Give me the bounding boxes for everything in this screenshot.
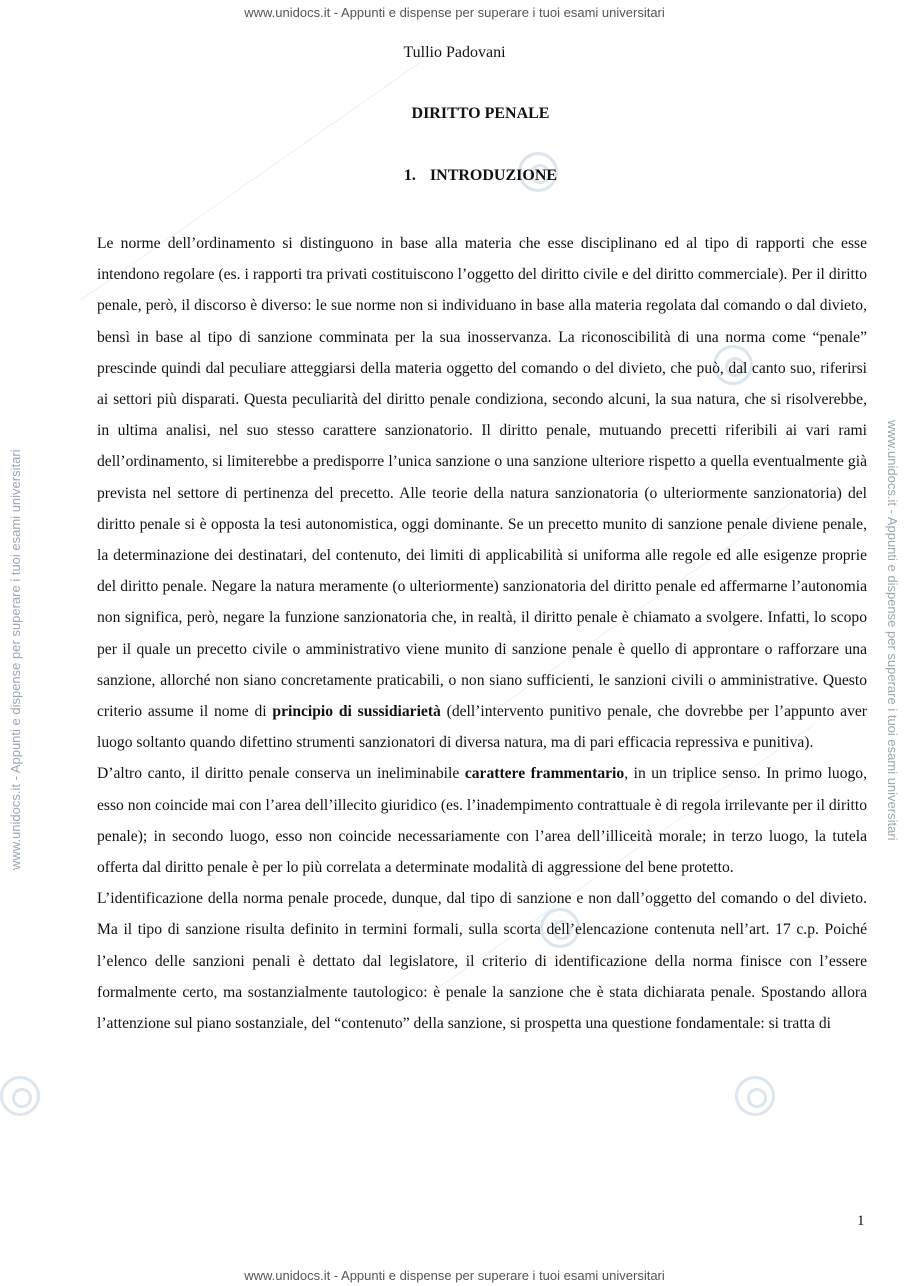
unidocs-logo-icon (0, 1076, 40, 1116)
watermark-left: www.unidocs.it - Appunti e dispense per superare i tuoi esami universitari (8, 449, 23, 870)
document-title: DIRITTO PENALE (411, 105, 550, 122)
paragraph-text: (dell’intervento punitivo penale, che dovrebbe per l’appunto aver luogo soltanto quando difettino strumenti sanzionatori di diversa natura, ma di pari efficacia repressiva e punitiva). (97, 703, 867, 752)
paragraph (97, 758, 867, 883)
body-text (97, 228, 867, 1039)
section-heading (0, 167, 909, 185)
paragraph-text: , in un triplice senso. In primo luogo, esso non coincide mai con l’area dell’illecito giuridico (es. l’inadempimento contrattuale è di regola irrilevante per il diritto penale); in secondo luogo, esso non coincide necessariamente con l’area dell’illiceità morale; in terzo luogo, la tutela offerta dal diritto penale è per lo più correlata a determinate modalità di aggressione del bene protetto. (97, 765, 867, 877)
watermark-right: www.unidocs.it - Appunti e dispense per superare i tuoi esami universitari (885, 420, 900, 841)
paragraph (97, 228, 867, 758)
header-author: Tullio Padovani (403, 44, 506, 61)
section-number: 1. (403, 167, 416, 184)
page-number: 1 (857, 1213, 865, 1229)
bold-term: principio di sussidiarietà (272, 703, 441, 721)
section-title: INTRODUZIONE (429, 167, 558, 184)
paragraph-text: L’identificazione della norma penale procede, dunque, dal tipo di sanzione e non dall’oggetto del comando o del divieto. Ma il tipo di sanzione risulta definito in termini formali, sulla scorta dell’elencazione contenuta nell’art. 17 c.p. Poiché l’elenco delle sanzioni penali è dettato dal legislatore, il criterio di identificazione della norma finisce con l’essere formalmente certo, ma sostanzialmente tautologico: è penale la sanzione che è stata dichiarata penale. Spostando allora l’attenzione sul piano sostanziale, del “contenuto” della sanzione, si prospetta una questione fondamentale: si tratta di (97, 890, 867, 1033)
paragraph-text: Le norme dell’ordinamento si distinguono in base alla materia che esse disciplinano ed al tipo di rapporti che esse intendono regolare (es. i rapporti tra privati costituiscono l’oggetto del diritto civile e del diritto commerciale). Per il diritto penale, però, il discorso è diverso: le sue norme non si individuano in base alla materia regolata dal comando o dal divieto, bensì in base al tipo di sanzione comminata per la sua inosservanza. La riconoscibilità di una norma come “penale” prescinde quindi dal peculiare atteggiarsi della materia oggetto del comando o del divieto, che può, dal canto suo, riferirsi ai settori più disparati. Questa peculiarità del diritto penale condiziona, secondo alcuni, la sua natura, che si risolverebbe, in ultima analisi, nel suo stesso carattere sanzionatorio. Il diritto penale, mutuando precetti riferibili ai vari rami dell’ordinamento, si limiterebbe a predisporre l’unica sanzione o una sanzione ulteriore rispetto a quella eventualmente già prevista nel settore di pertinenza del precetto. Alle teorie della natura sanzionatoria (o ulteriormente sanzionatoria) del diritto penale si è opposta la tesi autonomistica, oggi dominante. Se un precetto munito di sanzione penale diviene penale, la determinazione dei destinatari, del contenuto, dei limiti di applicabilità si uniforma alle regole ed alle esigenze proprie del diritto penale. Negare la natura meramente (o ulteriormente) sanzionatoria del diritto penale ed affermarne l’autonomia non significa, però, negare la funzione sanzionatoria che, in realtà, il diritto penale è chiamato a svolgere. Infatti, lo scopo per il quale un precetto civile o amministrativo viene munito di sanzione penale è quello di approntare o rafforzare una sanzione, allorché non siano concretamente praticabili, o non siano sufficienti, le sanzioni civili o amministrative. Questo criterio assume il nome di (97, 235, 867, 721)
watermark-bottom: www.unidocs.it - Appunti e dispense per superare i tuoi esami universitari (244, 1268, 665, 1283)
paragraph (97, 883, 867, 1039)
unidocs-logo-icon (735, 1076, 775, 1116)
watermark-top: www.unidocs.it - Appunti e dispense per superare i tuoi esami universitari (244, 5, 665, 20)
bold-term: carattere frammentario (464, 765, 625, 783)
paragraph-text: D’altro canto, il diritto penale conserva un ineliminabile (97, 765, 465, 783)
